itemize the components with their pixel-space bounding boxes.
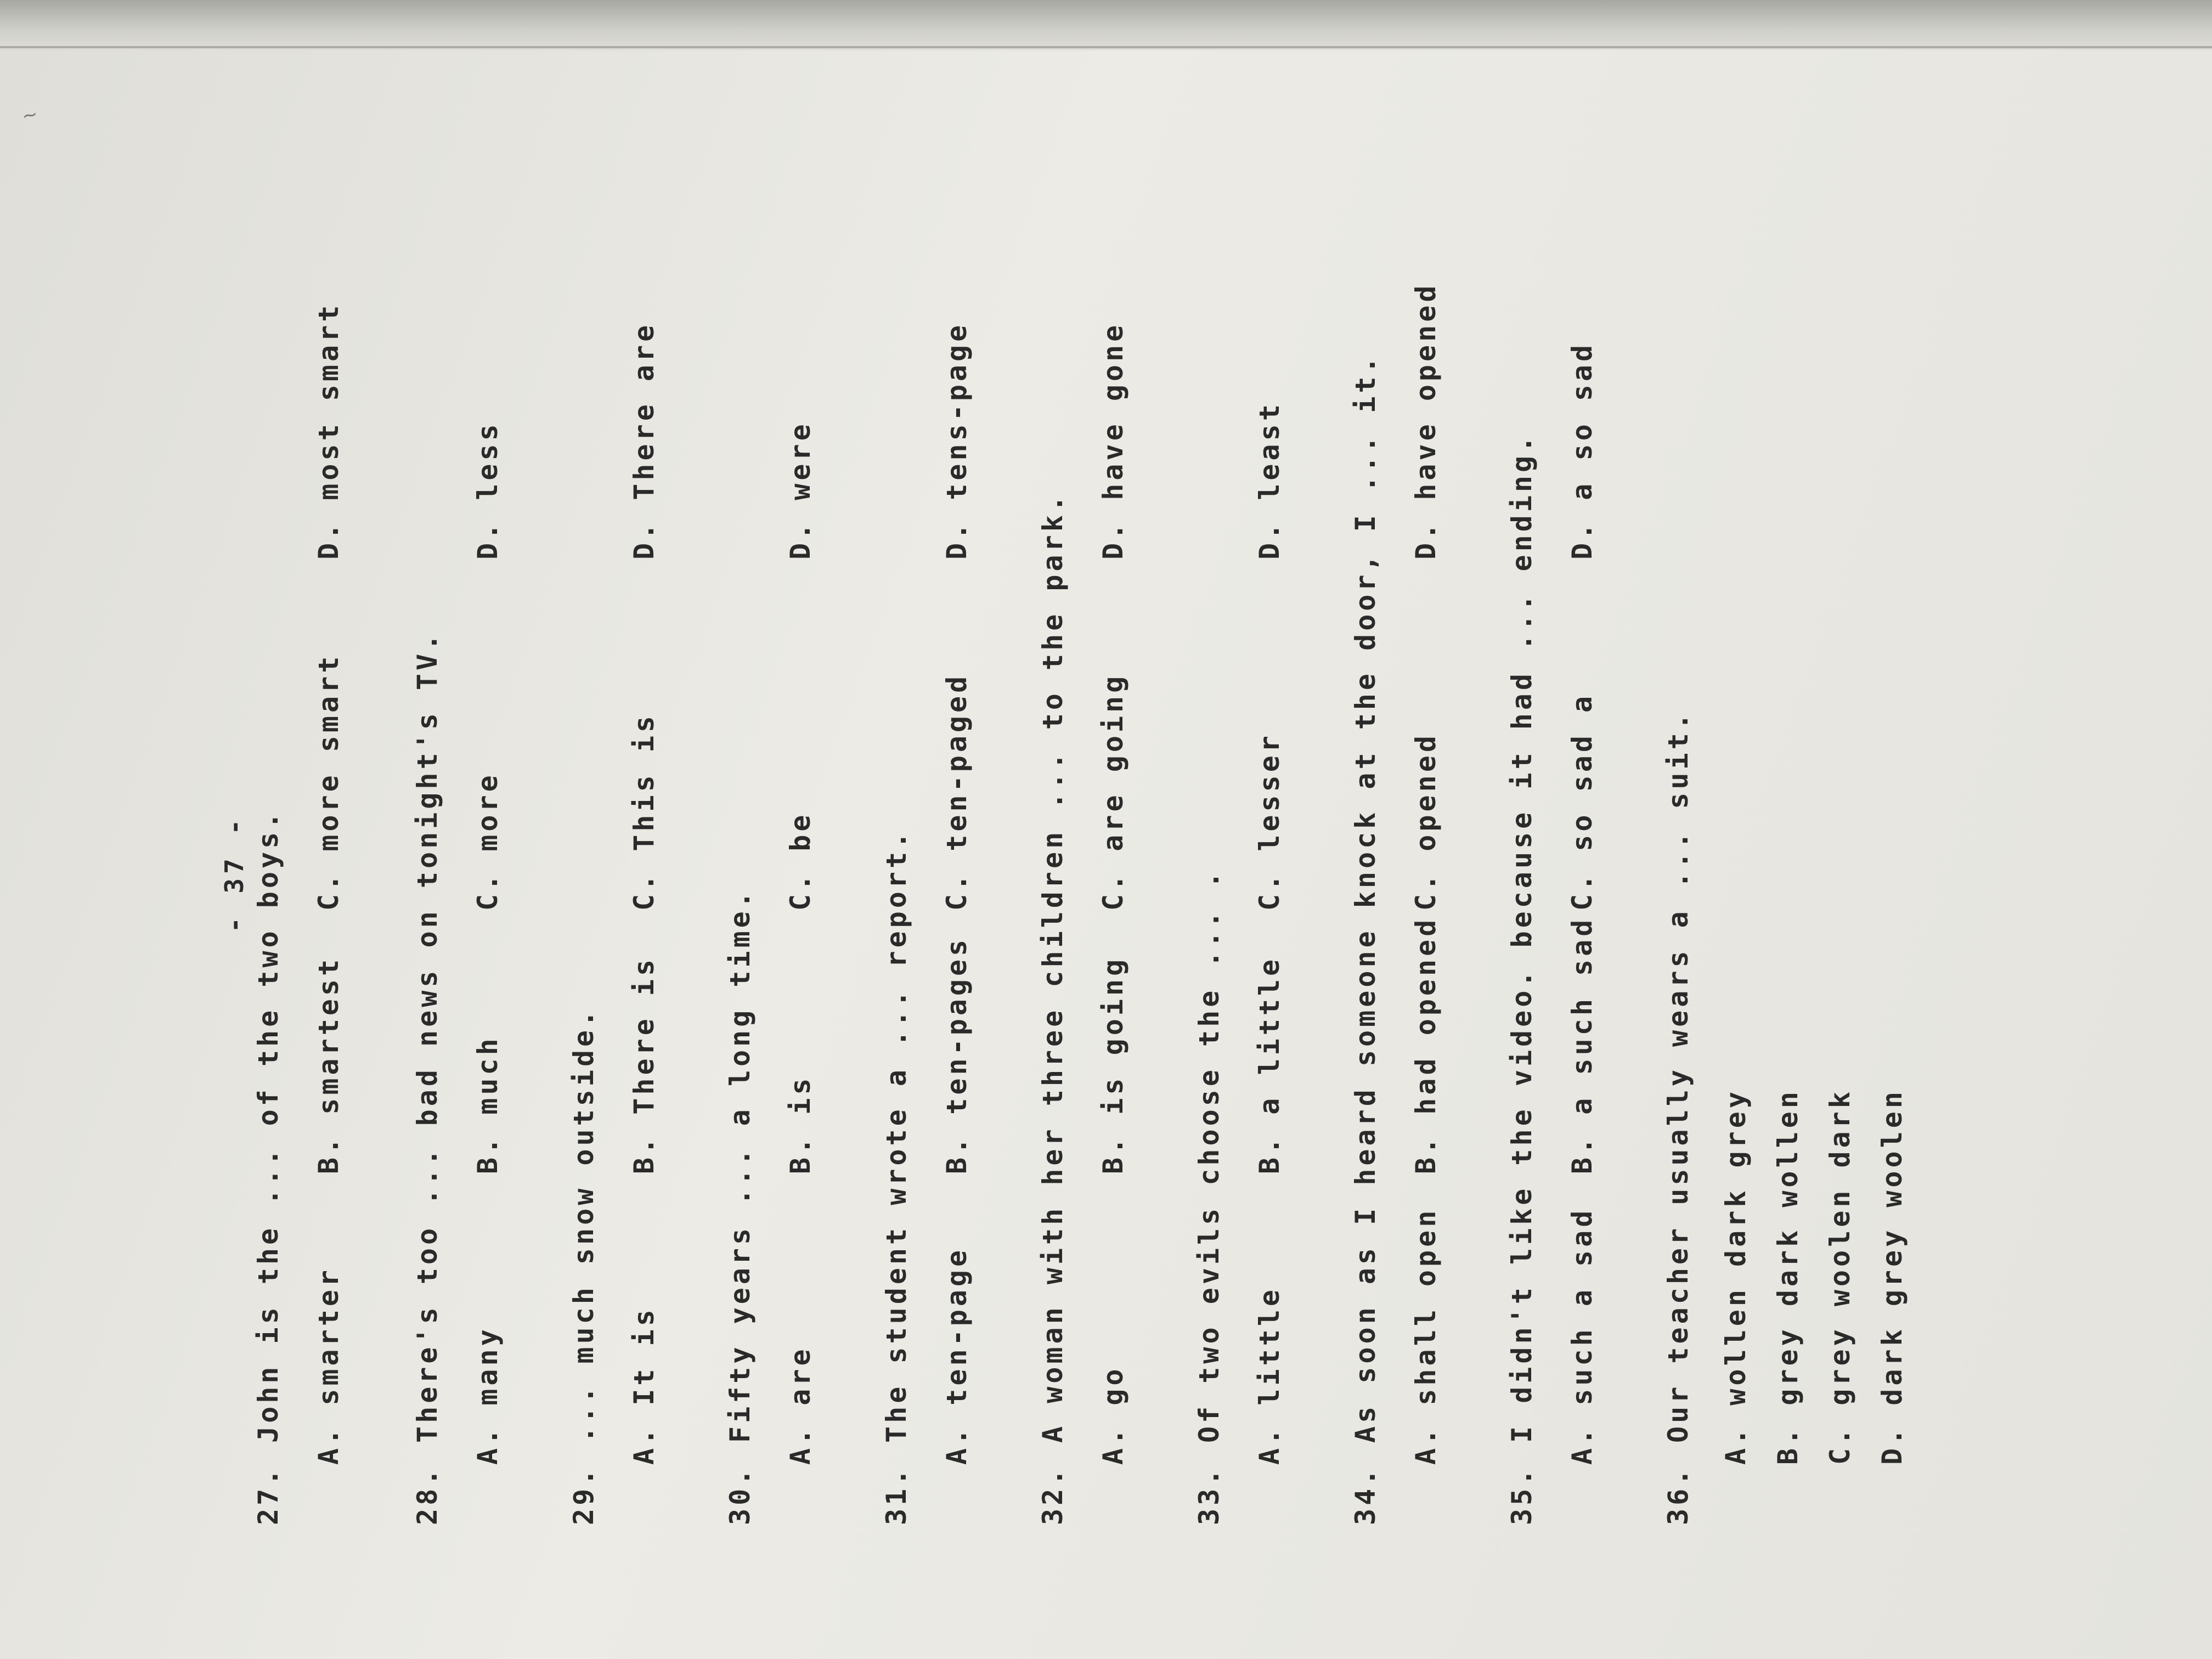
question-number: 36. bbox=[1662, 1465, 1694, 1525]
option-d: D. most smart bbox=[313, 302, 345, 560]
option-d: D. less bbox=[472, 421, 504, 560]
pencil-mark: ~ bbox=[20, 103, 40, 128]
question-number: 30. bbox=[724, 1465, 756, 1525]
question-text: Our teacher usually wears a ... suit. bbox=[1662, 710, 1694, 1443]
option-a: A. It is bbox=[628, 1306, 660, 1465]
question-text: John is the ... of the two boys. bbox=[252, 809, 284, 1443]
option-a: A. shall open bbox=[1410, 1207, 1442, 1465]
option-b: B. had opened bbox=[1410, 916, 1442, 1174]
option-b: B. There is bbox=[628, 956, 660, 1174]
option-c: C. ten-paged bbox=[941, 673, 973, 911]
option-d: D. have opened bbox=[1410, 282, 1442, 560]
option-d: D. a so sad bbox=[1566, 341, 1598, 560]
option-a: A. little bbox=[1254, 1286, 1285, 1465]
question-text: ... much snow outside. bbox=[568, 1007, 600, 1443]
option-b: B. grey dark wollen bbox=[1772, 1088, 1804, 1465]
option-c: C. so sad a bbox=[1566, 692, 1598, 911]
question-stem bbox=[1506, 433, 1538, 1525]
question-text: Of two evils choose the ... . bbox=[1193, 868, 1225, 1443]
question-number: 35. bbox=[1506, 1465, 1538, 1525]
option-c: C. more bbox=[472, 772, 504, 911]
option-d: D. least bbox=[1254, 401, 1285, 560]
option-c: C. be bbox=[785, 811, 816, 911]
question-number: 27. bbox=[252, 1465, 284, 1525]
question-text: I didn't like the video. because it had ... ending. bbox=[1506, 432, 1538, 1443]
option-b: B. ten-pages bbox=[941, 936, 973, 1174]
question-stem bbox=[1662, 710, 1694, 1525]
question-number: 34. bbox=[1350, 1465, 1381, 1525]
question-stem bbox=[724, 888, 756, 1525]
option-a: A. go bbox=[1097, 1365, 1129, 1465]
page-number: - 37 - bbox=[219, 815, 249, 933]
option-a: A. such a sad bbox=[1566, 1207, 1598, 1465]
option-b: B. a little bbox=[1254, 956, 1285, 1174]
option-a: A. many bbox=[472, 1326, 504, 1465]
option-c: C. lesser bbox=[1254, 732, 1285, 911]
question-number: 31. bbox=[881, 1465, 912, 1525]
question-text: Fifty years ... a long time. bbox=[724, 888, 756, 1443]
option-b: B. smartest bbox=[313, 956, 345, 1174]
option-c: C. opened bbox=[1410, 732, 1442, 911]
option-a: A. ten-page bbox=[941, 1246, 973, 1465]
option-a: A. are bbox=[785, 1346, 816, 1465]
question-stem bbox=[411, 631, 443, 1525]
question-stem bbox=[1350, 353, 1381, 1525]
question-stem bbox=[1193, 868, 1225, 1525]
paper-edge-line bbox=[0, 46, 2212, 48]
option-c: C. more smart bbox=[313, 653, 345, 911]
question-stem bbox=[252, 809, 284, 1525]
option-d: D. have gone bbox=[1097, 321, 1129, 560]
option-a: A. smarter bbox=[313, 1266, 345, 1465]
question-text: As soon as I heard someone knock at the door, I ... it. bbox=[1350, 353, 1381, 1443]
question-number: 28. bbox=[411, 1465, 443, 1525]
question-number: 32. bbox=[1037, 1465, 1069, 1525]
paper-edge-strip bbox=[0, 0, 2212, 49]
question-number: 29. bbox=[568, 1465, 600, 1525]
option-d: D. dark grey woolen bbox=[1876, 1088, 1908, 1465]
question-stem bbox=[1037, 492, 1069, 1525]
option-a: A. wollen dark grey bbox=[1720, 1088, 1752, 1465]
option-b: B. much bbox=[472, 1035, 504, 1174]
question-text: There's too ... bad news on tonight's TV. bbox=[411, 630, 443, 1443]
option-b: B. is going bbox=[1097, 956, 1129, 1174]
option-c: C. This is bbox=[628, 712, 660, 911]
question-stem bbox=[881, 829, 912, 1525]
question-number: 33. bbox=[1193, 1465, 1225, 1525]
option-b: B. a such sad bbox=[1566, 916, 1598, 1174]
question-text: A woman with her three children ... to the park. bbox=[1037, 492, 1069, 1443]
question-text: The student wrote a ... report. bbox=[881, 828, 912, 1443]
option-b: B. is bbox=[785, 1075, 816, 1174]
option-d: D. were bbox=[785, 421, 816, 560]
exam-page bbox=[219, 121, 2107, 1525]
question-stem bbox=[568, 1007, 600, 1525]
option-c: C. are going bbox=[1097, 673, 1129, 911]
option-d: D. tens-page bbox=[941, 321, 973, 560]
option-c: C. grey woolen dark bbox=[1824, 1088, 1856, 1465]
option-d: D. There are bbox=[628, 321, 660, 560]
